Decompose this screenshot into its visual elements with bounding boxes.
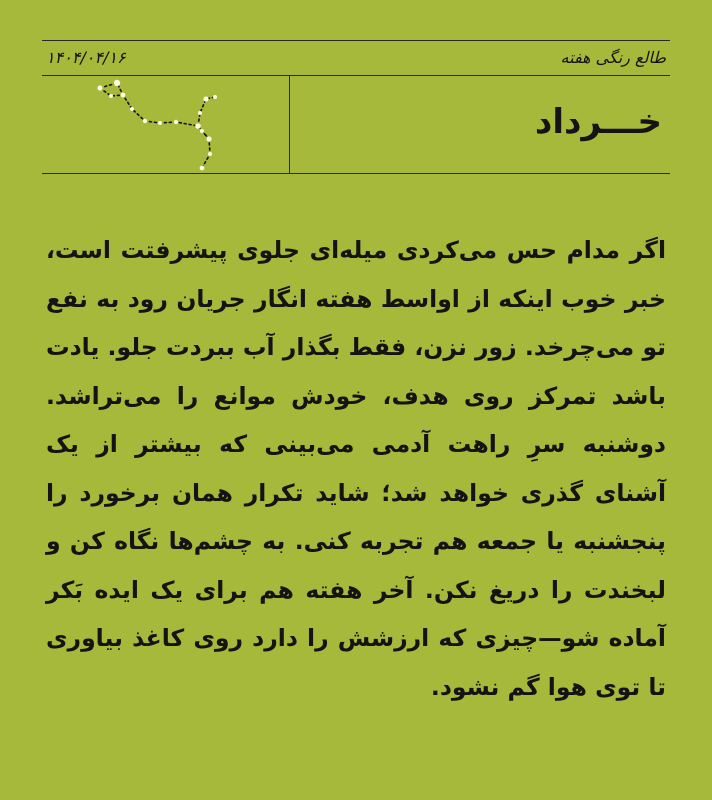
- top-rule: [42, 40, 670, 41]
- issue-date: ۱۴۰۴/۰۴/۱۶: [46, 48, 126, 67]
- constellation-stars: [97, 80, 217, 171]
- horoscope-text: اگر مدام حس می‌کردی میله‌ای جلوی پیشرفتت است، خبر خوب اینکه از اواسط هفته انگار جریان رود به نفع تو می‌چرخد. زور نزن، فقط بگذار آب ببردت جلو. یادت باشد تمرکز روی هدف، خودش موانع را می‌تراشد. دوشنبه سرِ راهت آدمی می‌بینی که بیشتر از یک آشنای گذری خواهد شد؛ شاید تکرار همان برخورد را پنجشنبه یا جمعه هم تجربه کنی. به چشم‌ها نگاه کن و لبخندت را دریغ نکن. آخر هفته هم برای یک ایده بَکر آماده شو—چیزی که ارزشش را دارد روی کاغذ بیاوری تا توی هوا گم نشود.: [46, 236, 666, 701]
- month-title: خـــرداد: [534, 102, 662, 142]
- gemini-constellation-icon: [42, 75, 289, 174]
- series-title: طالع رنگی هفته: [560, 48, 666, 67]
- bottom-rule: [42, 173, 670, 174]
- column-divider: [289, 75, 290, 174]
- header-frame: [42, 40, 670, 174]
